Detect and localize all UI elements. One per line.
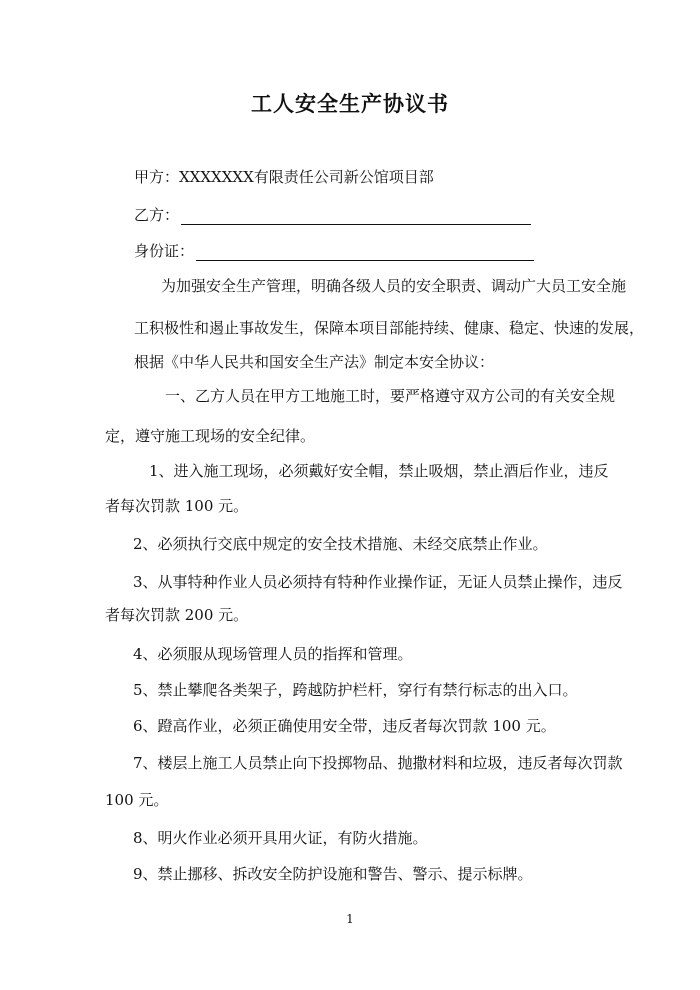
page-number: 1	[346, 912, 354, 926]
item-9: 9、禁止挪移、拆改安全防护设施和警告、警示、提示标牌。	[133, 865, 533, 883]
item-7-line-2: 100 元。	[105, 791, 169, 809]
item-2: 2、必须执行交底中规定的安全技术措施、未经交底禁止作业。	[133, 535, 548, 553]
section-1-line-1: 一、乙方人员在甲方工地施工时，要严格遵守双方公司的有关安全规	[165, 387, 616, 405]
item-6: 6、蹬高作业，必须正确使用安全带，违反者每次罚款 100 元。	[133, 717, 556, 735]
id-label: 身份证：	[134, 242, 195, 260]
item-1-line-1: 1、进入施工现场，必须戴好安全帽，禁止吸烟，禁止酒后作业，违反	[149, 462, 609, 480]
intro-line-2: 工积极性和遏止事故发生，保障本项目部能持续、健康、稳定、快速的发展，	[134, 319, 645, 337]
party-b-label: 乙方：	[134, 206, 180, 224]
section-1-line-2: 定，遵守施工现场的安全纪律。	[105, 427, 316, 445]
intro-line-1: 为加强安全生产管理，明确各级人员的安全职责、调动广大员工安全施	[161, 277, 627, 295]
intro-line-3: 根据《中华人民共和国安全生产法》制定本安全协议：	[134, 353, 495, 371]
party-a: 甲方：XXXXXXX有限责任公司新公馆项目部	[134, 168, 434, 186]
item-3-line-1: 3、从事特种作业人员必须持有特种作业操作证，无证人员禁止操作，违反	[133, 573, 623, 591]
id-field	[134, 241, 534, 261]
item-1-line-2: 者每次罚款 100 元。	[105, 497, 249, 515]
id-blank[interactable]	[196, 244, 534, 261]
party-b-field	[134, 205, 531, 225]
party-b-blank[interactable]	[181, 208, 531, 225]
document-title: 工人安全生产协议书	[251, 91, 449, 116]
item-3-line-2: 者每次罚款 200 元。	[105, 606, 249, 624]
item-7-line-1: 7、楼层上施工人员禁止向下投掷物品、抛撒材料和垃圾，违反者每次罚款	[133, 754, 623, 772]
item-4: 4、必须服从现场管理人员的指挥和管理。	[133, 645, 413, 663]
item-5: 5、禁止攀爬各类架子，跨越防护栏杆，穿行有禁行标志的出入口。	[133, 681, 578, 699]
item-8: 8、明火作业必须开具用火证，有防火措施。	[133, 829, 428, 847]
